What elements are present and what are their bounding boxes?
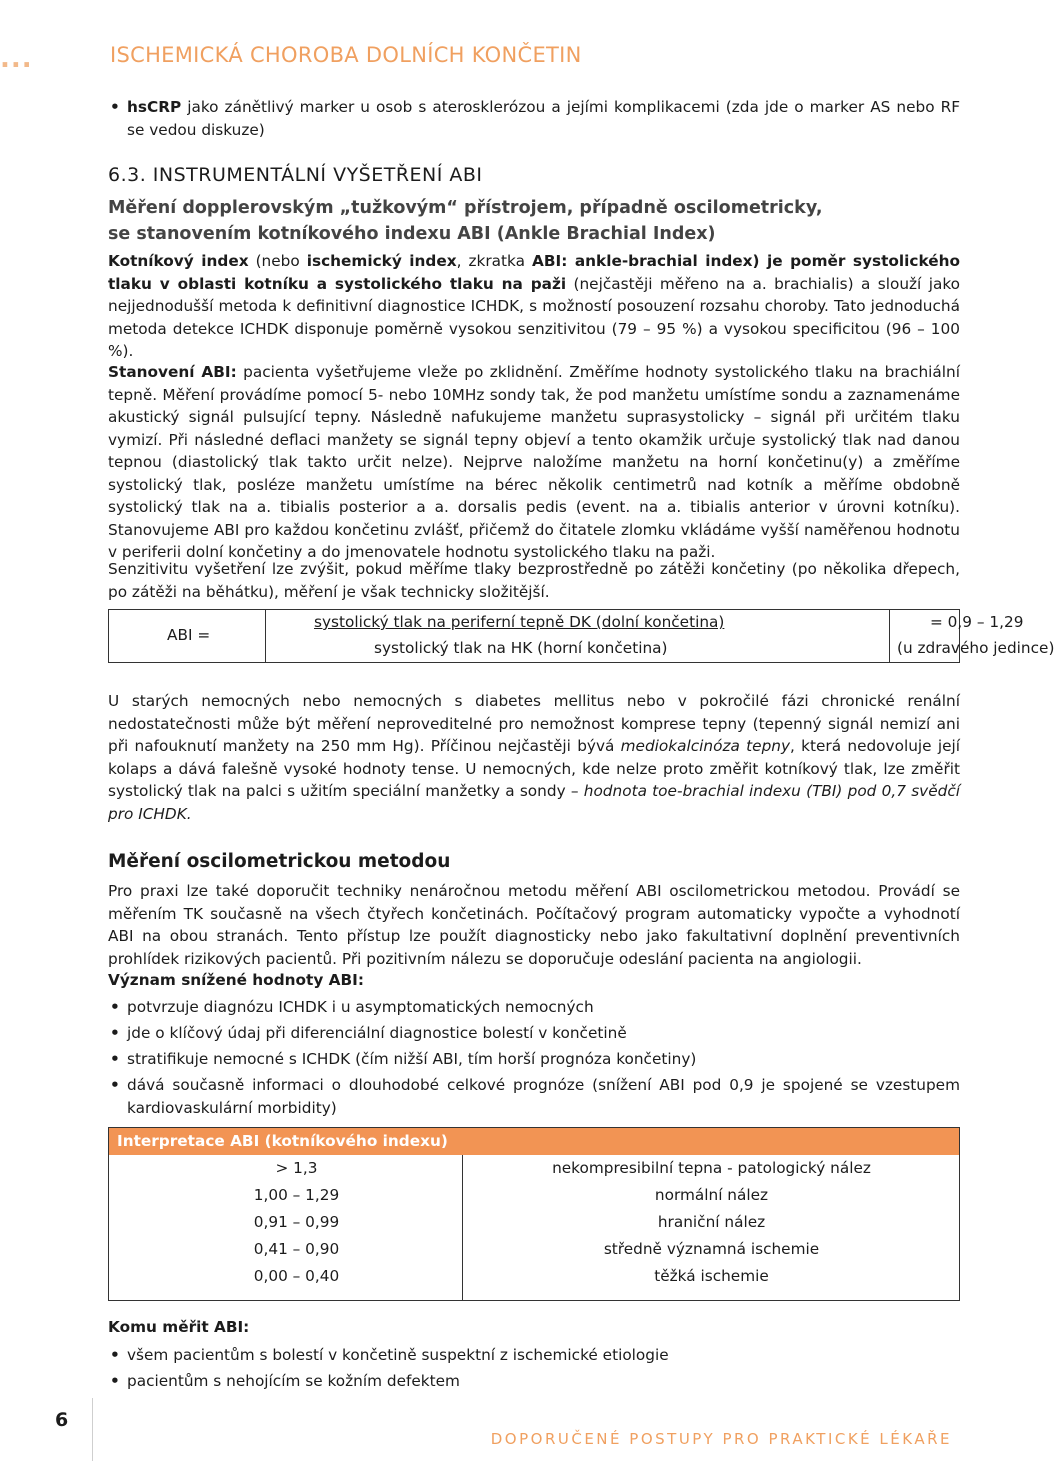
term-tbi: hodnota toe-brachial indexu (TBI) pod 0,7 svědčí pro ICHDK. bbox=[108, 782, 960, 823]
running-header-title: ISCHEMICKÁ CHOROBA DOLNÍCH KONČETIN bbox=[110, 43, 582, 67]
formula-result-cell bbox=[890, 610, 1054, 662]
bullet-text: stratifikuje nemocné s ICHDK (čím nižší ABI, tím horší prognóza končetiny) bbox=[127, 1050, 697, 1068]
oscillometry-paragraph: Pro praxi lze také doporučit techniky nenáročnou metodu měření ABI oscilometrickou metodou. Provádí se měřením TK současně na všech čtyřech končetinách. Počítačový program automaticky vypočte a vyhodnotí ABI na obou stranách. Tento přístup lze použít diagnosticky nebo jako fakultativní doplnění preventivních prohlídek rizikových pacientů. Při pozitivním nálezu se doporučuje odeslání pacienta na angiologii. bbox=[108, 882, 960, 968]
table-row bbox=[109, 1236, 959, 1263]
bullet-dot-icon: • bbox=[110, 1076, 120, 1094]
who-to-measure-title: Komu měřit ABI: bbox=[108, 1318, 250, 1336]
formula-fraction-cell bbox=[266, 610, 890, 662]
section-title: 6.3. INSTRUMENTÁLNÍ VYŠETŘENÍ ABI bbox=[108, 164, 483, 186]
abi-interpretation-table bbox=[108, 1127, 960, 1301]
formula-note: (u zdravého jedince) bbox=[897, 639, 1054, 657]
text: U starých nemocných nebo nemocných s diabetes mellitus nebo v pokročilé fázi chronické renální nedostatečnosti může být měření neproveditelné pro nemožnost komprese tepny (tepenný signál nemizí ani při nafouknutí manžety na 250 mm Hg). Příčinou nejčastěji bývá bbox=[108, 692, 960, 755]
abi-procedure-paragraph bbox=[108, 361, 960, 564]
abi-description: nekompresibilní tepna - patologický nález bbox=[552, 1159, 871, 1177]
formula-denominator: systolický tlak na HK (horní končetina) bbox=[374, 639, 668, 657]
bullet-text: pacientům s nehojícím se kožním defektem bbox=[127, 1372, 460, 1390]
text: (nebo bbox=[248, 252, 307, 270]
term-mediokalcinoza: mediokalcinóza tepny bbox=[620, 737, 791, 755]
sensitivity-paragraph: Senzitivitu vyšetření lze zvýšit, pokud měříme tlaky bezprostředně po zátěži končetiny (po několika dřepech, po zátěži na běhátku), měření je však technicky složitější. bbox=[108, 560, 960, 601]
abi-value: > 1,3 bbox=[275, 1159, 318, 1177]
text: , zkratka bbox=[456, 252, 533, 270]
text: (nejčastěji měřeno na a. brachialis) a slouží jako nejjednodušší metoda k definitivní diagnostice ICHDK, s možností posouzení rozsahu choroby. Tato jednoduchá metoda detekce ICHDK disponuje poměrně vysokou senzitivitou (79 – 95 %) a vysokou specificitou (96 – 100 %). bbox=[108, 274, 960, 360]
hscrp-bullet bbox=[110, 96, 960, 141]
table-row bbox=[109, 1182, 959, 1209]
bullet-dot-icon: • bbox=[110, 1346, 120, 1364]
oscillometry-heading: Měření oscilometrickou metodou bbox=[108, 851, 451, 872]
bullet-dot-icon: • bbox=[110, 1372, 120, 1390]
table-row bbox=[109, 1209, 959, 1236]
abi-value: 0,91 – 0,99 bbox=[253, 1213, 340, 1231]
abi-description: těžká ischemie bbox=[654, 1267, 769, 1285]
hscrp-label: hsCRP bbox=[127, 98, 182, 116]
abi-description: hraniční nález bbox=[657, 1213, 766, 1231]
bullet-dot-icon: • bbox=[110, 1050, 120, 1068]
abi-value: 1,00 – 1,29 bbox=[253, 1186, 340, 1204]
low-abi-bullet bbox=[110, 1048, 960, 1071]
bullet-text: jde o klíčový údaj při diferenciální diagnostice bolestí v končetině bbox=[127, 1024, 627, 1042]
page-number: 6 bbox=[55, 1409, 69, 1431]
bullet-dot-icon: • bbox=[110, 1024, 120, 1042]
header-dots: ... bbox=[0, 44, 33, 74]
bullet-text: dává současně informaci o dlouhodobé celkové prognóze (snížení ABI pod 0,9 je spojené se vzestupem kardiovaskulární morbidity) bbox=[127, 1076, 960, 1117]
abi-formula-table bbox=[108, 609, 1054, 663]
abi-description: normální nález bbox=[654, 1186, 769, 1204]
table-row bbox=[109, 1155, 959, 1182]
who-bullet bbox=[110, 1370, 960, 1393]
bullet-text: všem pacientům s bolestí v končetině suspektní z ischemické etiologie bbox=[127, 1346, 669, 1364]
formula-range: = 0,9 – 1,29 bbox=[930, 613, 1024, 631]
elderly-diabetes-paragraph bbox=[108, 690, 960, 825]
formula-label: ABI = bbox=[167, 626, 211, 644]
abi-value: 0,00 – 0,40 bbox=[253, 1267, 340, 1285]
hscrp-text: jako zánětlivý marker u osob s aterosklerózou a jejími komplikacemi (zda jde o marker AS nebo RF se vedou diskuze) bbox=[127, 98, 960, 139]
section-lead-line-1: Měření dopplerovským „tužkovým“ přístrojem, případně oscilometricky, bbox=[108, 198, 823, 218]
formula-label-cell bbox=[109, 610, 266, 662]
bullet-dot-icon: • bbox=[110, 998, 120, 1016]
abi-value: 0,41 – 0,90 bbox=[253, 1240, 340, 1258]
term-stanoveni-abi: Stanovení ABI: bbox=[108, 363, 237, 381]
bullet-text: potvrzuje diagnózu ICHDK i u asymptomatických nemocných bbox=[127, 998, 594, 1016]
low-abi-bullet bbox=[110, 996, 960, 1019]
table-row bbox=[109, 1263, 959, 1290]
formula-numerator: systolický tlak na periferní tepně DK (dolní končetina) bbox=[314, 613, 725, 631]
footer-title: DOPORUČENÉ POSTUPY PRO PRAKTICKÉ LÉKAŘE bbox=[490, 1430, 952, 1448]
abi-description: středně významná ischemie bbox=[603, 1240, 820, 1258]
interpretation-table-header: Interpretace ABI (kotníkového indexu) bbox=[109, 1128, 959, 1155]
term-abi-definition: ABI: ankle-brachial index) je poměr systolického tlaku v oblasti kotníku a systolického tlaku na paži bbox=[108, 252, 960, 293]
who-bullet bbox=[110, 1344, 960, 1367]
text: , která nedovoluje její kolaps a dává falešně vysoké hodnoty tense. U nemocných, kde nelze proto změřit kotníkový tlak, lze změřit systolický tlak na palci s užitím speciální manžetky a sondy – bbox=[108, 737, 960, 800]
term-kotnikovy-index: Kotníkový index bbox=[108, 252, 249, 270]
low-abi-subtitle: Význam snížené hodnoty ABI: bbox=[108, 971, 364, 989]
bullet-dot-icon: • bbox=[110, 98, 120, 116]
low-abi-bullet bbox=[110, 1074, 960, 1119]
table-bottom-padding bbox=[109, 1290, 959, 1300]
text: pacienta vyšetřujeme vleže po zklidnění. Změříme hodnoty systolického tlaku na brachiální tepně. Měření provádíme pomocí 5- nebo 10MHz sondy tak, že pod manžetu umístíme sondu a zaznamenáme akustický signál pulsující tepny. Následně nafukujeme manžetu suprasystolicky – signál při určitém tlaku vymizí. Při následné deflaci manžety se signál tepny objeví a tento okamžik určuje systolický tlak nad danou tepnou (diastolický tlak takto určit nelze). Nejprve naložíme manžetu na horní končetinu(y) a změříme systolický tlak, posléze manžetu umístíme na bérec několik centimetrů nad kotník a měříme obdobně systolický tlak na a. tibialis posterior a a. dorsalis pedis (event. na a. tibialis anterior v úrovni kotníku). Stanovujeme ABI pro každou končetinu zvlášť, přičemž do čitatele zlomku vkládáme vyšší naměřenou hodnotu v periferii dolní končetiny a do jmenovatele hodnotu systolického tlaku na paži. bbox=[108, 363, 960, 561]
footer-divider bbox=[92, 1398, 93, 1461]
section-lead-line-2: se stanovením kotníkového indexu ABI (Ankle Brachial Index) bbox=[108, 224, 716, 244]
term-ischemicky-index: ischemický index bbox=[306, 252, 457, 270]
abi-definition-paragraph bbox=[108, 250, 960, 363]
low-abi-bullet bbox=[110, 1022, 960, 1045]
